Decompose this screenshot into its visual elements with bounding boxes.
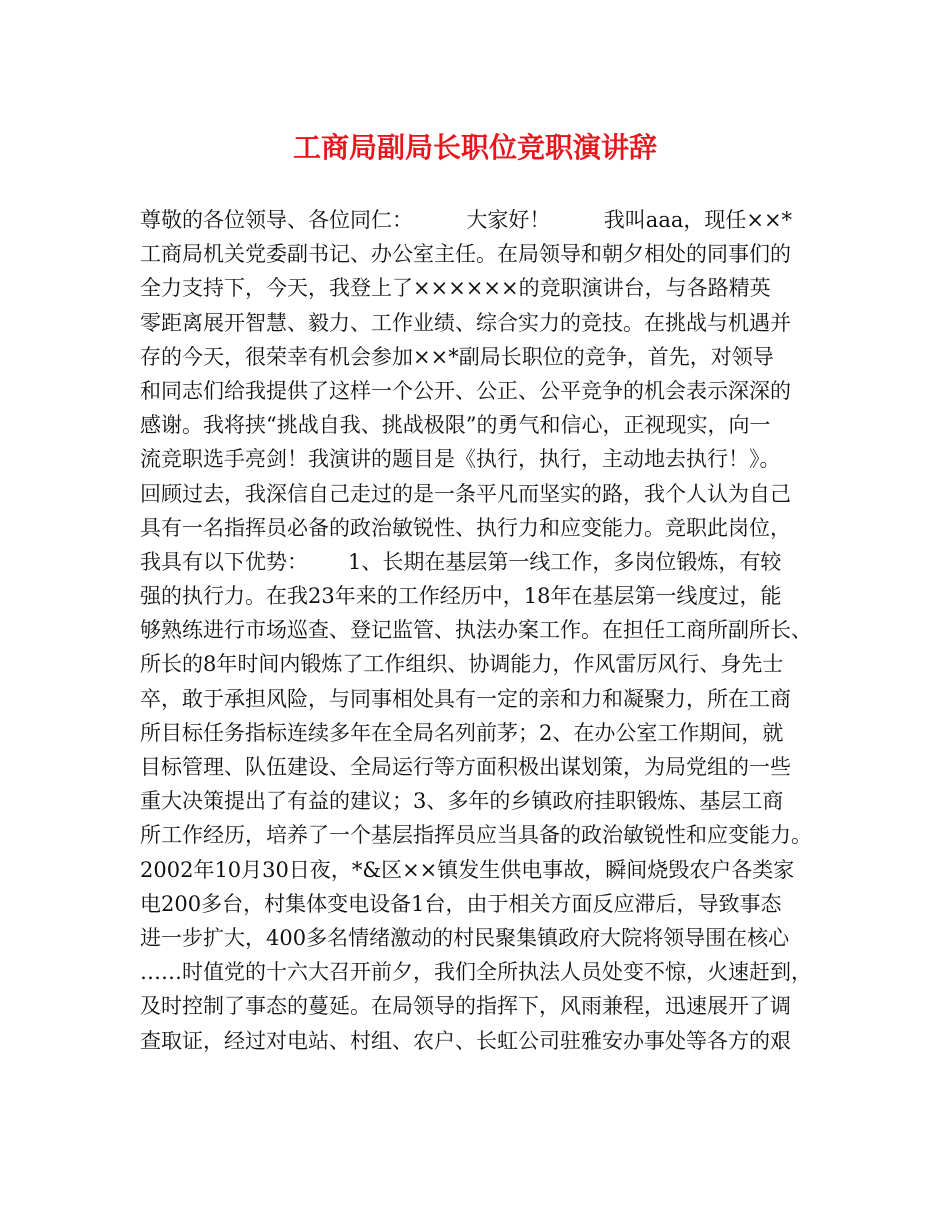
body-line: 2002年10月30日夜，*&区××镇发生供电事故，瞬间烧毁农户各类家 — [140, 857, 795, 882]
body-line: 所目标任务指标连续多年在全局名列前茅；2、在办公室工作期间，就 — [140, 720, 784, 745]
body-line: 和同志们给我提供了这样一个公开、公正、公平竞争的机会表示深深的 — [140, 378, 791, 403]
body-line: 零距离展开智慧、毅力、工作业绩、综合实力的竞技。在挑战与机遇并 — [140, 310, 791, 335]
body-line: 流竞职选手亮剑！我演讲的题目是《执行，执行，主动地去执行！》。 — [140, 447, 781, 472]
body-line: ……时值党的十六大召开前夕，我们全所执法人员处变不惊，火速赶到， — [140, 960, 812, 985]
document-body — [140, 203, 820, 1058]
body-line: 够熟练进行市场巡查、登记监管、执法办案工作。在担任工商所副所长、 — [140, 618, 812, 643]
body-line: 所工作经历，培养了一个基层指挥员应当具备的政治敏锐性和应变能力。 — [140, 823, 812, 848]
body-line: 所长的8年时间内锻炼了工作组织、协调能力，作风雷厉风行、身先士 — [140, 652, 784, 677]
document-title: 工商局副局长职位竞职演讲辞 — [292, 131, 657, 164]
body-line: 电200多台，村集体变电设备1台，由于相关方面反应滞后，导致事态 — [140, 891, 782, 916]
body-line: 存的今天，很荣幸有机会参加××*副局长职位的竞争，首先，对领导 — [140, 344, 774, 369]
body-line: 工商局机关党委副书记、办公室主任。在局领导和朝夕相处的同事们的 — [140, 242, 791, 267]
body-line: 查取证，经过对电站、村组、农户、长虹公司驻雅安办事处等各方的艰 — [140, 1028, 791, 1053]
body-line: 尊敬的各位领导、各位同仁： 大家好！ 我叫aaa，现任××* — [140, 208, 793, 232]
body-line: 回顾过去，我深信自己走过的是一条平凡而坚实的路，我个人认为自己 — [140, 481, 791, 506]
body-line: 具有一名指挥员必备的政治敏锐性、执行力和应变能力。竞职此岗位， — [140, 515, 791, 540]
body-line: 目标管理、队伍建设、全局运行等方面积极出谋划策，为局党组的一些 — [140, 755, 791, 779]
body-line: 全力支持下，今天，我登上了××××××的竞职演讲台，与各路精英 — [140, 276, 771, 301]
body-line: 进一步扩大，400多名情绪激动的村民聚集镇政府大院将领导围在核心 — [140, 925, 790, 950]
body-line: 我具有以下优势： 1、长期在基层第一线工作，多岗位锻炼，有较 — [140, 549, 782, 574]
body-line: 重大决策提出了有益的建议；3、多年的乡镇政府挂职锻炼、基层工商 — [140, 789, 784, 814]
body-line: 及时控制了事态的蔓延。在局领导的指挥下，风雨兼程，迅速展开了调 — [140, 994, 791, 1019]
body-line: 卒，敢于承担风险，与同事相处具有一定的亲和力和凝聚力，所在工商 — [140, 686, 791, 711]
body-line: 感谢。我将挟“挑战自我、挑战极限”的勇气和信心，正视现实，向一 — [140, 413, 771, 438]
body-line: 强的执行力。在我23年来的工作经历中，18年在基层第一线度过，能 — [140, 584, 782, 609]
